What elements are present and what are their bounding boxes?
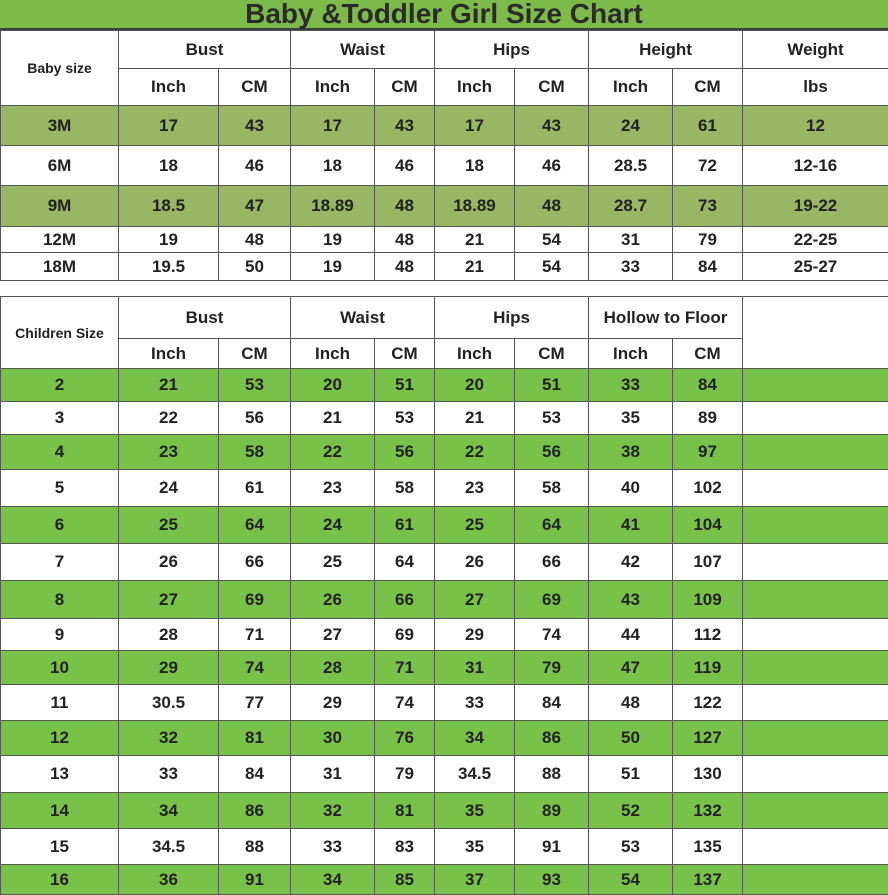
value-cell: 93 (515, 865, 589, 895)
value-cell: 109 (673, 581, 743, 619)
empty-cell (743, 651, 888, 685)
value-cell: 46 (375, 146, 435, 186)
table-row (1, 435, 888, 470)
value-cell: 30.5 (119, 685, 219, 721)
value-cell: 97 (673, 435, 743, 470)
value-cell: 17 (119, 106, 219, 146)
value-cell: 46 (219, 146, 291, 186)
children-unit-header: CM (515, 339, 589, 369)
table-row (1, 544, 888, 581)
value-cell: 22 (119, 402, 219, 435)
value-cell: 27 (291, 619, 375, 651)
baby-unit-header: lbs (743, 69, 888, 106)
empty-cell (743, 470, 888, 507)
value-cell: 71 (375, 651, 435, 685)
value-cell: 112 (673, 619, 743, 651)
value-cell: 84 (515, 685, 589, 721)
baby-unit-header: CM (515, 69, 589, 106)
value-cell: 48 (219, 227, 291, 253)
size-cell: 3M (1, 106, 119, 146)
table-row (1, 402, 888, 435)
table-row (1, 721, 888, 756)
value-cell: 91 (219, 865, 291, 895)
value-cell: 25 (435, 507, 515, 544)
baby-unit-header: Inch (589, 69, 673, 106)
value-cell: 127 (673, 721, 743, 756)
value-cell: 64 (219, 507, 291, 544)
baby-unit-header: CM (219, 69, 291, 106)
value-cell: 28 (119, 619, 219, 651)
value-cell: 25 (119, 507, 219, 544)
children-unit-header: CM (375, 339, 435, 369)
value-cell: 20 (291, 369, 375, 402)
size-cell: 7 (1, 544, 119, 581)
value-cell: 56 (515, 435, 589, 470)
value-cell: 35 (589, 402, 673, 435)
size-cell: 4 (1, 435, 119, 470)
value-cell: 33 (435, 685, 515, 721)
value-cell: 31 (589, 227, 673, 253)
value-cell: 12-16 (743, 146, 888, 186)
value-cell: 33 (589, 369, 673, 402)
value-cell: 43 (375, 106, 435, 146)
value-cell: 34.5 (119, 829, 219, 865)
value-cell: 19.5 (119, 253, 219, 281)
empty-cell (743, 544, 888, 581)
value-cell: 69 (375, 619, 435, 651)
size-cell: 13 (1, 756, 119, 793)
value-cell: 33 (291, 829, 375, 865)
empty-cell (743, 793, 888, 829)
baby-group-header: Waist (291, 31, 435, 69)
value-cell: 23 (119, 435, 219, 470)
value-cell: 56 (219, 402, 291, 435)
baby-size-table (0, 30, 888, 281)
value-cell: 32 (291, 793, 375, 829)
value-cell: 76 (375, 721, 435, 756)
value-cell: 18 (119, 146, 219, 186)
size-cell: 11 (1, 685, 119, 721)
chart-title: Baby &Toddler Girl Size Chart (0, 0, 888, 30)
value-cell: 26 (291, 581, 375, 619)
value-cell: 27 (119, 581, 219, 619)
value-cell: 50 (219, 253, 291, 281)
value-cell: 137 (673, 865, 743, 895)
value-cell: 34 (291, 865, 375, 895)
value-cell: 28.5 (589, 146, 673, 186)
empty-cell (743, 369, 888, 402)
value-cell: 22-25 (743, 227, 888, 253)
children-unit-header: CM (673, 339, 743, 369)
table-row (1, 369, 888, 402)
value-cell: 74 (515, 619, 589, 651)
table-row (1, 581, 888, 619)
size-cell: 6 (1, 507, 119, 544)
value-cell: 21 (435, 227, 515, 253)
value-cell: 23 (435, 470, 515, 507)
value-cell: 54 (515, 227, 589, 253)
value-cell: 61 (219, 470, 291, 507)
value-cell: 32 (119, 721, 219, 756)
value-cell: 29 (435, 619, 515, 651)
baby-unit-header: Inch (435, 69, 515, 106)
empty-cell (743, 829, 888, 865)
table-row (1, 651, 888, 685)
empty-cell (743, 297, 888, 369)
children-unit-header: Inch (119, 339, 219, 369)
value-cell: 17 (435, 106, 515, 146)
value-cell: 84 (673, 369, 743, 402)
value-cell: 61 (673, 106, 743, 146)
children-group-header: Hollow to Floor (589, 297, 743, 339)
value-cell: 51 (589, 756, 673, 793)
table-row (1, 186, 888, 227)
size-cell: 10 (1, 651, 119, 685)
table-row (1, 507, 888, 544)
value-cell: 26 (435, 544, 515, 581)
value-cell: 88 (515, 756, 589, 793)
value-cell: 56 (375, 435, 435, 470)
value-cell: 66 (375, 581, 435, 619)
value-cell: 89 (515, 793, 589, 829)
value-cell: 51 (375, 369, 435, 402)
value-cell: 86 (515, 721, 589, 756)
value-cell: 43 (589, 581, 673, 619)
value-cell: 86 (219, 793, 291, 829)
children-unit-header: Inch (589, 339, 673, 369)
value-cell: 79 (673, 227, 743, 253)
baby-unit-header: CM (375, 69, 435, 106)
empty-cell (743, 685, 888, 721)
value-cell: 33 (119, 756, 219, 793)
value-cell: 48 (375, 186, 435, 227)
size-cell: 16 (1, 865, 119, 895)
baby-unit-header: Inch (291, 69, 375, 106)
empty-cell (743, 581, 888, 619)
value-cell: 42 (589, 544, 673, 581)
value-cell: 18 (291, 146, 375, 186)
children-unit-header: Inch (435, 339, 515, 369)
baby-group-header: Hips (435, 31, 589, 69)
empty-cell (743, 435, 888, 470)
table-row (1, 106, 888, 146)
value-cell: 34 (435, 721, 515, 756)
empty-cell (743, 721, 888, 756)
value-cell: 48 (589, 685, 673, 721)
value-cell: 74 (375, 685, 435, 721)
value-cell: 23 (291, 470, 375, 507)
value-cell: 53 (219, 369, 291, 402)
value-cell: 88 (219, 829, 291, 865)
value-cell: 81 (219, 721, 291, 756)
value-cell: 21 (119, 369, 219, 402)
table-row (1, 619, 888, 651)
table-row (1, 253, 888, 281)
size-cell: 12 (1, 721, 119, 756)
value-cell: 37 (435, 865, 515, 895)
size-cell: 3 (1, 402, 119, 435)
value-cell: 107 (673, 544, 743, 581)
value-cell: 52 (589, 793, 673, 829)
value-cell: 66 (219, 544, 291, 581)
value-cell: 12 (743, 106, 888, 146)
value-cell: 61 (375, 507, 435, 544)
value-cell: 89 (673, 402, 743, 435)
children-unit-header: Inch (291, 339, 375, 369)
value-cell: 22 (435, 435, 515, 470)
value-cell: 122 (673, 685, 743, 721)
size-cell: 9M (1, 186, 119, 227)
value-cell: 21 (291, 402, 375, 435)
value-cell: 35 (435, 829, 515, 865)
value-cell: 66 (515, 544, 589, 581)
value-cell: 19 (119, 227, 219, 253)
value-cell: 50 (589, 721, 673, 756)
baby-unit-header: CM (673, 69, 743, 106)
value-cell: 79 (375, 756, 435, 793)
value-cell: 47 (219, 186, 291, 227)
value-cell: 33 (589, 253, 673, 281)
empty-cell (743, 865, 888, 895)
value-cell: 46 (515, 146, 589, 186)
size-cell: 15 (1, 829, 119, 865)
value-cell: 17 (291, 106, 375, 146)
value-cell: 21 (435, 253, 515, 281)
value-cell: 21 (435, 402, 515, 435)
value-cell: 71 (219, 619, 291, 651)
table-row (1, 829, 888, 865)
value-cell: 34.5 (435, 756, 515, 793)
value-cell: 20 (435, 369, 515, 402)
value-cell: 84 (673, 253, 743, 281)
value-cell: 47 (589, 651, 673, 685)
value-cell: 27 (435, 581, 515, 619)
size-cell: 8 (1, 581, 119, 619)
value-cell: 81 (375, 793, 435, 829)
value-cell: 30 (291, 721, 375, 756)
size-cell: 6M (1, 146, 119, 186)
value-cell: 102 (673, 470, 743, 507)
value-cell: 34 (119, 793, 219, 829)
baby-group-header: Height (589, 31, 743, 69)
baby-group-header: Weight (743, 31, 888, 69)
value-cell: 19-22 (743, 186, 888, 227)
value-cell: 19 (291, 227, 375, 253)
value-cell: 64 (515, 507, 589, 544)
value-cell: 79 (515, 651, 589, 685)
value-cell: 48 (515, 186, 589, 227)
value-cell: 53 (589, 829, 673, 865)
value-cell: 77 (219, 685, 291, 721)
value-cell: 53 (515, 402, 589, 435)
value-cell: 24 (291, 507, 375, 544)
value-cell: 31 (435, 651, 515, 685)
value-cell: 104 (673, 507, 743, 544)
value-cell: 73 (673, 186, 743, 227)
value-cell: 40 (589, 470, 673, 507)
table-row (1, 793, 888, 829)
value-cell: 69 (219, 581, 291, 619)
table-row (1, 146, 888, 186)
baby-unit-header: Inch (119, 69, 219, 106)
value-cell: 44 (589, 619, 673, 651)
value-cell: 35 (435, 793, 515, 829)
value-cell: 29 (291, 685, 375, 721)
baby-group-header: Bust (119, 31, 291, 69)
value-cell: 24 (119, 470, 219, 507)
children-group-header: Waist (291, 297, 435, 339)
value-cell: 26 (119, 544, 219, 581)
value-cell: 130 (673, 756, 743, 793)
value-cell: 69 (515, 581, 589, 619)
value-cell: 29 (119, 651, 219, 685)
table-row (1, 227, 888, 253)
value-cell: 41 (589, 507, 673, 544)
value-cell: 28 (291, 651, 375, 685)
value-cell: 31 (291, 756, 375, 793)
children-group-header: Hips (435, 297, 589, 339)
value-cell: 54 (515, 253, 589, 281)
value-cell: 18.89 (291, 186, 375, 227)
value-cell: 85 (375, 865, 435, 895)
size-cell: 12M (1, 227, 119, 253)
size-cell: 9 (1, 619, 119, 651)
size-cell: 14 (1, 793, 119, 829)
value-cell: 43 (219, 106, 291, 146)
value-cell: 74 (219, 651, 291, 685)
value-cell: 119 (673, 651, 743, 685)
empty-cell (743, 619, 888, 651)
value-cell: 51 (515, 369, 589, 402)
value-cell: 91 (515, 829, 589, 865)
value-cell: 72 (673, 146, 743, 186)
value-cell: 58 (375, 470, 435, 507)
value-cell: 135 (673, 829, 743, 865)
table-row (1, 685, 888, 721)
value-cell: 18.89 (435, 186, 515, 227)
value-cell: 84 (219, 756, 291, 793)
children-size-header: Children Size (1, 297, 119, 369)
children-group-header: Bust (119, 297, 291, 339)
value-cell: 22 (291, 435, 375, 470)
value-cell: 36 (119, 865, 219, 895)
baby-unit-row (1, 69, 888, 106)
value-cell: 24 (589, 106, 673, 146)
value-cell: 38 (589, 435, 673, 470)
size-cell: 18M (1, 253, 119, 281)
value-cell: 25-27 (743, 253, 888, 281)
value-cell: 64 (375, 544, 435, 581)
value-cell: 18 (435, 146, 515, 186)
table-row (1, 470, 888, 507)
value-cell: 43 (515, 106, 589, 146)
empty-cell (743, 402, 888, 435)
baby-size-header: Baby size (1, 31, 119, 106)
value-cell: 54 (589, 865, 673, 895)
children-unit-header: CM (219, 339, 291, 369)
value-cell: 53 (375, 402, 435, 435)
value-cell: 25 (291, 544, 375, 581)
value-cell: 58 (219, 435, 291, 470)
baby-header-row (1, 31, 888, 69)
value-cell: 48 (375, 253, 435, 281)
empty-cell (743, 756, 888, 793)
children-size-table (0, 296, 888, 895)
value-cell: 18.5 (119, 186, 219, 227)
empty-cell (743, 507, 888, 544)
size-cell: 5 (1, 470, 119, 507)
value-cell: 28.7 (589, 186, 673, 227)
value-cell: 48 (375, 227, 435, 253)
value-cell: 58 (515, 470, 589, 507)
children-header-row (1, 297, 888, 339)
size-cell: 2 (1, 369, 119, 402)
value-cell: 83 (375, 829, 435, 865)
table-row (1, 756, 888, 793)
value-cell: 132 (673, 793, 743, 829)
value-cell: 19 (291, 253, 375, 281)
table-row (1, 865, 888, 895)
